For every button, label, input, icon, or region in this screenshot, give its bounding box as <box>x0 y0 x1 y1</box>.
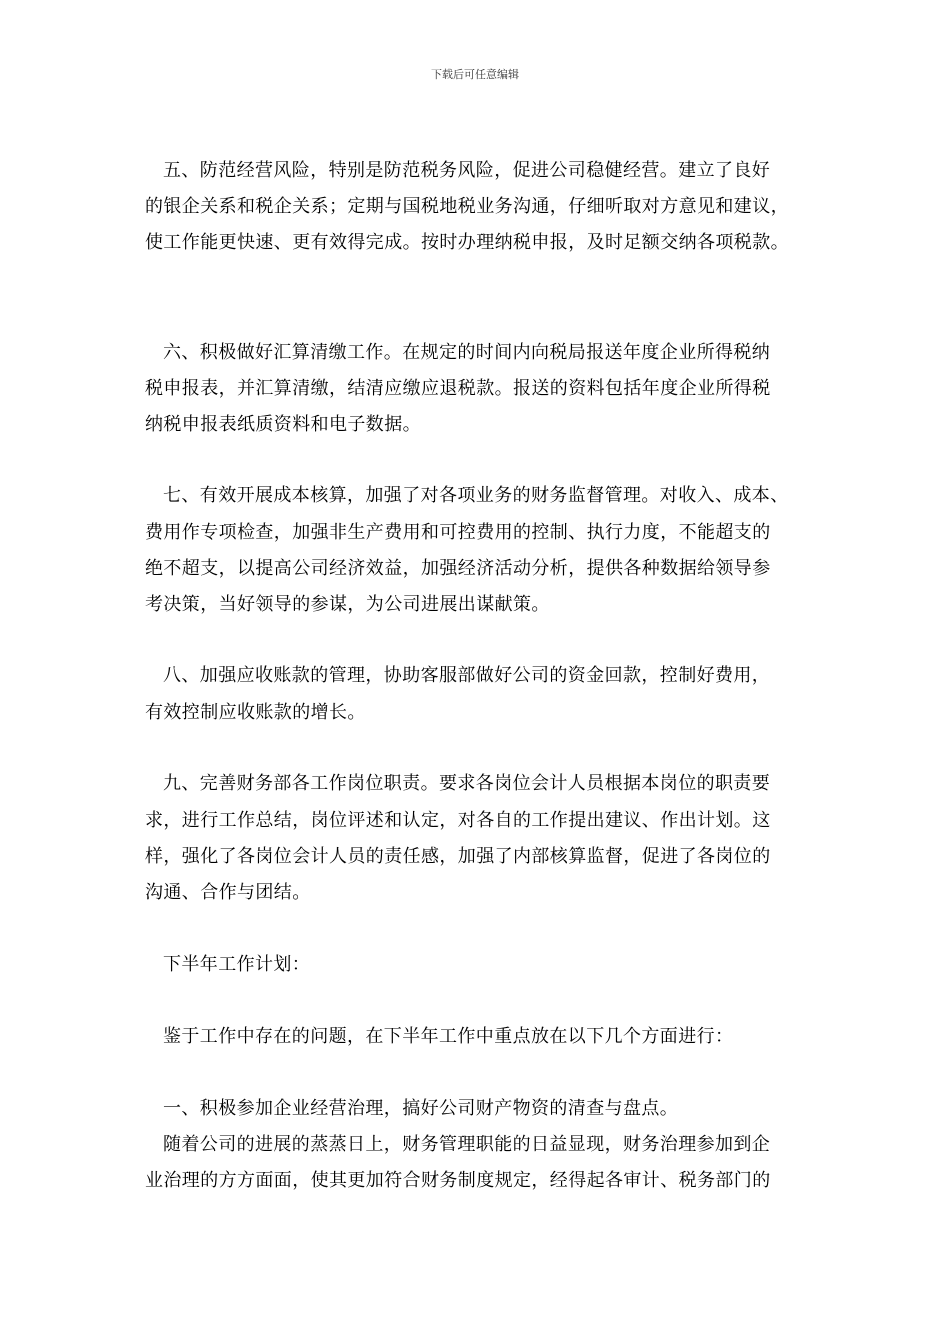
paragraph-7-line-3: 绝不超支，以提高公司经济效益，加强经济活动分析，提供各种数据给领导参 <box>145 558 771 579</box>
paragraph-9-line-4: 沟通、合作与团结。 <box>145 882 311 903</box>
paragraph-7-line-2: 费用作专项检查，加强非生产费用和可控费用的控制、执行力度，不能超支的 <box>145 522 771 543</box>
plan-item-1: 一、积极参加企业经营治理，搞好公司财产物资的清查与盘点。 <box>163 1098 679 1119</box>
paragraph-7-line-1: 七、有效开展成本核算，加强了对各项业务的财务监督管理。对收入、成本、 <box>163 485 789 506</box>
plan-body-line-2: 业治理的方方面面，使其更加符合财务制度规定，经得起各审计、税务部门的 <box>145 1170 771 1191</box>
plan-intro: 鉴于工作中存在的问题，在下半年工作中重点放在以下几个方面进行： <box>163 1026 734 1047</box>
paragraph-6-line-2: 税申报表，并汇算清缴，结清应缴应退税款。报送的资料包括年度企业所得税 <box>145 378 771 399</box>
paragraph-6-line-3: 纳税申报表纸质资料和电子数据。 <box>145 414 421 435</box>
paragraph-9-line-2: 求，进行工作总结，岗位评述和认定，对各自的工作提出建议、作出计划。这 <box>145 810 771 831</box>
paragraph-5-line-2: 的银企关系和税企关系；定期与国税地税业务沟通，仔细听取对方意见和建议， <box>145 196 789 217</box>
paragraph-9-line-1: 九、完善财务部各工作岗位职责。要求各岗位会计人员根据本岗位的职责要 <box>163 773 771 794</box>
paragraph-5-line-3: 使工作能更快速、更有效得完成。按时办理纳税申报，及时足额交纳各项税款。 <box>145 232 789 253</box>
section-heading: 下半年工作计划： <box>163 954 311 975</box>
paragraph-9-line-3: 样，强化了各岗位会计人员的责任感，加强了内部核算监督，促进了各岗位的 <box>145 846 771 867</box>
page-header: 下载后可任意编辑 <box>431 68 519 81</box>
paragraph-7-line-4: 考决策，当好领导的参谋，为公司进展出谋献策。 <box>145 594 550 615</box>
paragraph-8-line-2: 有效控制应收账款的增长。 <box>145 702 366 723</box>
paragraph-8-line-1: 八、加强应收账款的管理，协助客服部做好公司的资金回款，控制好费用， <box>163 665 771 686</box>
paragraph-6-line-1: 六、积极做好汇算清缴工作。在规定的时间内向税局报送年度企业所得税纳 <box>163 342 771 363</box>
paragraph-5-line-1: 五、防范经营风险，特别是防范税务风险，促进公司稳健经营。建立了良好 <box>163 160 771 181</box>
plan-body-line-1: 随着公司的进展的蒸蒸日上，财务管理职能的日益显现，财务治理参加到企 <box>163 1134 771 1155</box>
